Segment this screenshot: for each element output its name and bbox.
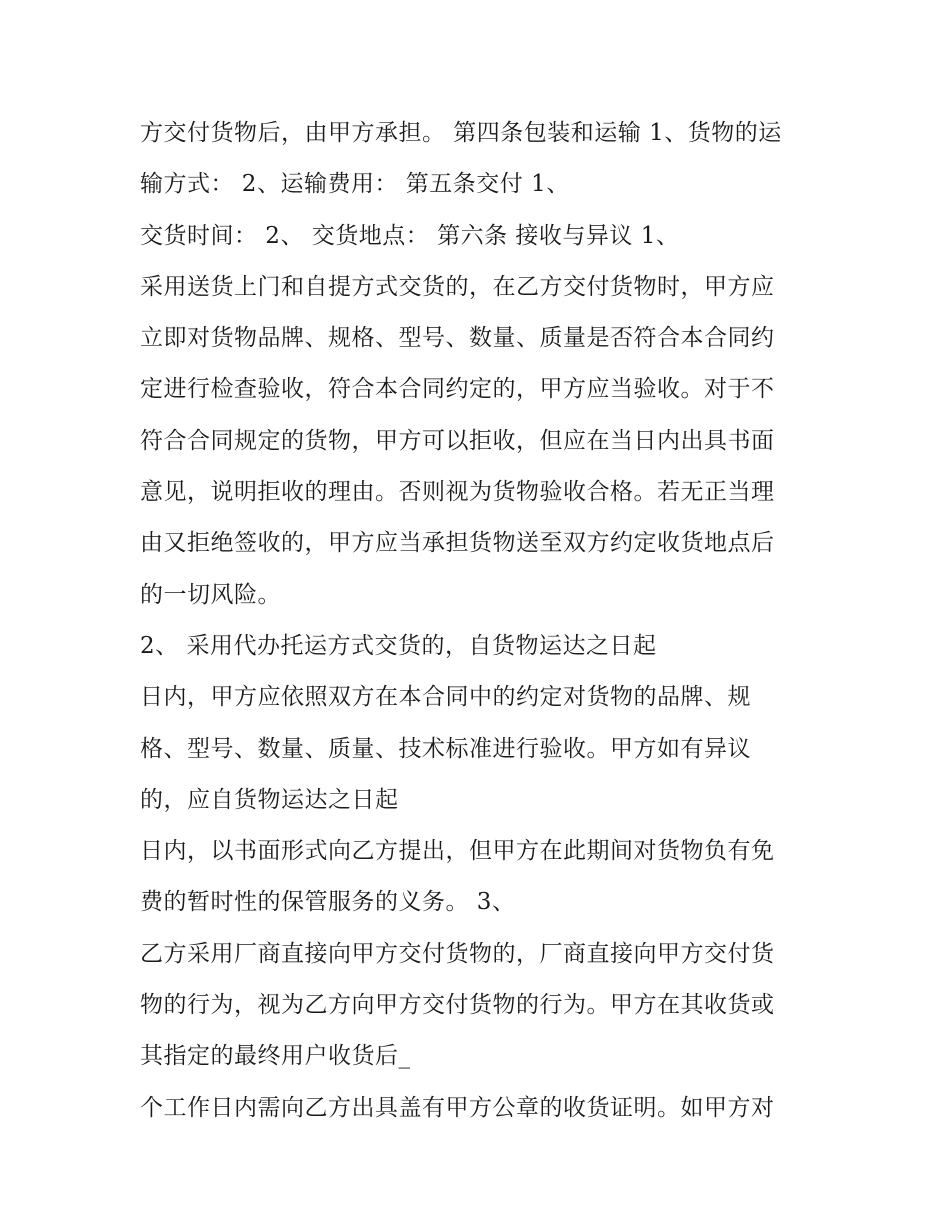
text-line: 符合合同规定的货物，甲方可以拒收，但应在当日内出具书面: [140, 427, 775, 454]
text-line: 乙方采用厂商直接向甲方交付货物的，厂商直接向甲方交付货: [140, 940, 775, 967]
text-line: 意见，说明拒收的理由。否则视为货物验收合格。若无正当理: [140, 479, 775, 506]
text-line: 由又拒绝签收的，甲方应当承担货物送至双方约定收货地点后: [140, 530, 775, 557]
text-line: 日内，以书面形式向乙方提出，但甲方在此期间对货物负有免: [140, 838, 775, 865]
text-line: 定进行检查验收，符合本合同约定的，甲方应当验收。对于不: [140, 376, 775, 403]
text-line: 格、型号、数量、质量、技术标准进行验收。甲方如有异议: [140, 735, 751, 762]
text-line: 输方式： 2、运输费用： 第五条交付 1、: [140, 171, 570, 198]
text-line: 日内，甲方应依照双方在本合同中的约定对货物的品牌、规: [140, 684, 751, 711]
text-line: 立即对货物品牌、规格、型号、数量、质量是否符合本合同约: [140, 325, 775, 352]
text-line: 2、 采用代办托运方式交货的，自货物运达之日起: [140, 632, 657, 659]
contract-text-body: [140, 108, 820, 1134]
text-line: 个工作日内需向乙方出具盖有甲方公章的收货证明。如甲方对: [140, 1094, 775, 1121]
text-line: 的一切风险。: [140, 581, 281, 608]
text-line: 方交付货物后，由甲方承担。 第四条包装和运输 1、货物的运: [140, 120, 782, 146]
text-line: 交货时间： 2、 交货地点： 第六条 接收与异议 1、: [140, 222, 680, 249]
text-line: 其指定的最终用户收货后_: [140, 1043, 411, 1070]
text-line: 的，应自货物运达之日起: [140, 786, 399, 813]
text-line: 费的暂时性的保管服务的义务。 3、: [140, 889, 516, 916]
text-line: 物的行为，视为乙方向甲方交付货物的行为。甲方在其收货或: [140, 992, 775, 1019]
text-line: 采用送货上门和自提方式交货的，在乙方交付货物时，甲方应: [140, 273, 775, 300]
